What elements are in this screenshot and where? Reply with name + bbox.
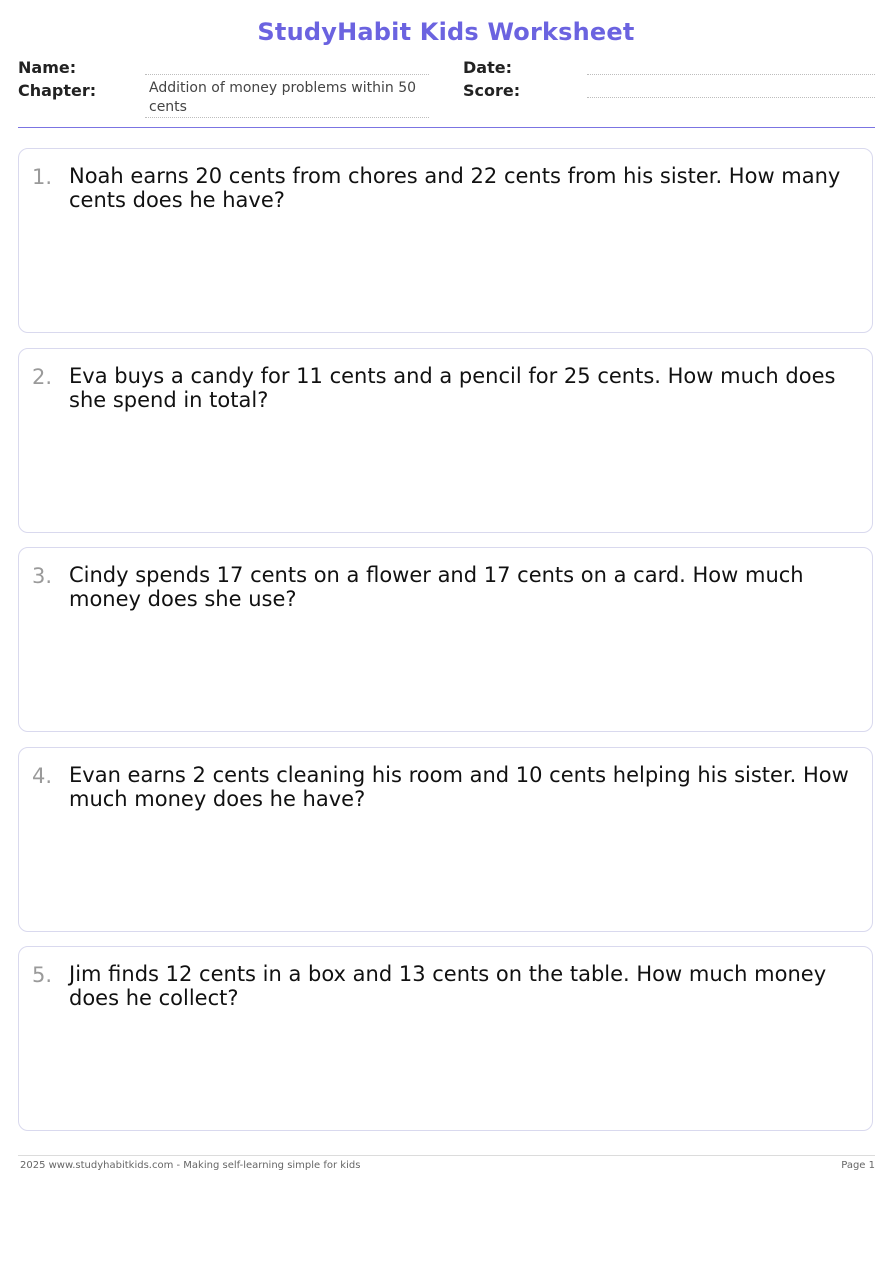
question-text: Jim finds 12 cents in a box and 13 cents on the table. How much money does he collect? [69, 962, 827, 1010]
name-field[interactable] [145, 55, 429, 75]
question-text: Noah earns 20 cents from chores and 22 cents from his sister. How many cents does he have? [69, 164, 841, 212]
footer-divider [18, 1155, 875, 1156]
date-field[interactable] [587, 55, 875, 75]
question-number: 3. [32, 564, 53, 588]
question-text: Evan earns 2 cents cleaning his room and 10 cents helping his sister. How much money does he have? [69, 763, 849, 811]
question-text: Eva buys a candy for 11 cents and a pencil for 25 cents. How much does she spend in total? [69, 364, 836, 412]
question-number: 2. [32, 365, 53, 389]
footer-credit: 2025 www.studyhabitkids.com - Making self-learning simple for kids [20, 1160, 361, 1171]
question-card-3[interactable] [18, 547, 873, 732]
chapter-field: Addition of money problems within 50 cents [145, 79, 429, 118]
question-number: 5. [32, 963, 53, 987]
question-number: 4. [32, 764, 53, 788]
question-text: Cindy spends 17 cents on a flower and 17 cents on a card. How much money does she use? [69, 563, 804, 611]
worksheet-title: StudyHabit Kids Worksheet [257, 18, 635, 46]
question-card-1[interactable] [18, 148, 873, 333]
header-divider [18, 127, 875, 128]
question-number: 1. [32, 165, 53, 189]
question-card-5[interactable] [18, 946, 873, 1131]
question-card-2[interactable] [18, 348, 873, 533]
score-label: Score: [463, 81, 521, 100]
score-field[interactable] [587, 78, 875, 98]
chapter-label: Chapter: [18, 81, 97, 100]
page-number: Page 1 [841, 1160, 875, 1171]
date-label: Date: [463, 58, 512, 77]
question-card-4[interactable] [18, 747, 873, 932]
name-label: Name: [18, 58, 77, 77]
